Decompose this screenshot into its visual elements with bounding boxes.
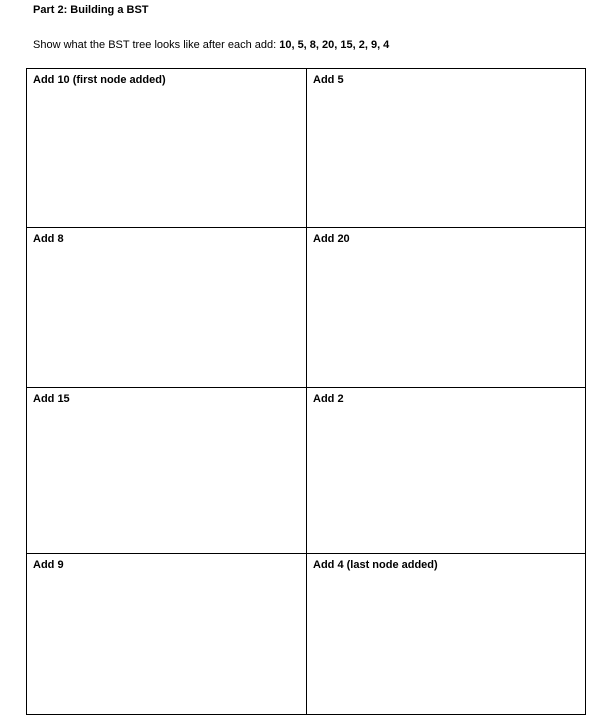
cell-label: Add 8 — [33, 233, 64, 245]
insertion-sequence: 10, 5, 8, 20, 15, 2, 9, 4 — [279, 39, 390, 51]
answer-cell-add-5[interactable] — [307, 69, 586, 228]
cell-label: Add 20 — [313, 233, 350, 245]
answer-cell-add-15[interactable] — [27, 388, 307, 554]
grid-row — [27, 69, 586, 228]
cell-label: Add 10 (first node added) — [33, 74, 166, 86]
instructions — [33, 38, 389, 52]
answer-cell-add-2[interactable] — [307, 388, 586, 554]
grid-row — [27, 554, 586, 715]
section-title: Part 2: Building a BST — [33, 4, 149, 16]
answer-cell-add-10[interactable] — [27, 69, 307, 228]
cell-label: Add 9 — [33, 559, 64, 571]
answer-cell-add-20[interactable] — [307, 228, 586, 388]
bst-answer-grid — [26, 68, 586, 715]
answer-cell-add-9[interactable] — [27, 554, 307, 715]
grid-row — [27, 228, 586, 388]
grid-row — [27, 388, 586, 554]
instruction-text: Show what the BST tree looks like after each add: — [33, 39, 280, 51]
answer-cell-add-4[interactable] — [307, 554, 586, 715]
cell-label: Add 4 (last node added) — [313, 559, 438, 571]
cell-label: Add 15 — [33, 393, 70, 405]
cell-label: Add 5 — [313, 74, 344, 86]
answer-cell-add-8[interactable] — [27, 228, 307, 388]
cell-label: Add 2 — [313, 393, 344, 405]
